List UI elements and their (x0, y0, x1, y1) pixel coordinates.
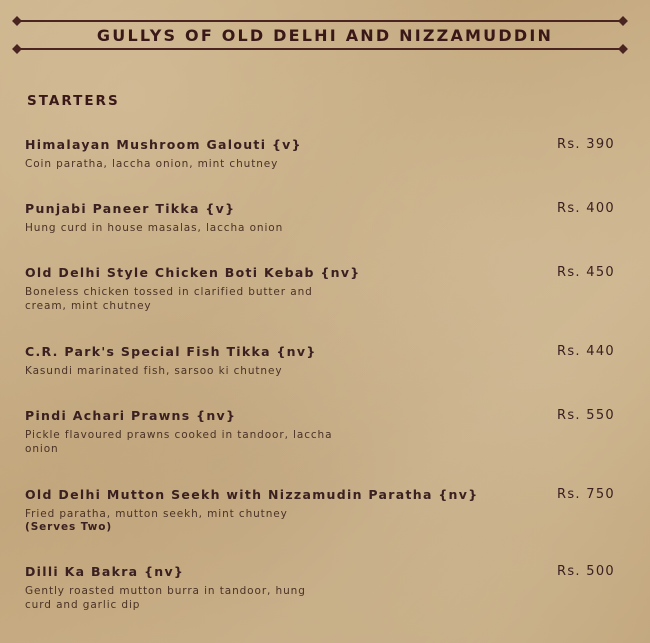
item-price: Rs. 500 (557, 564, 615, 579)
header-top-rule (18, 20, 622, 22)
item-name: Pindi Achari Prawns {nv} (25, 408, 237, 423)
item-name: Himalayan Mushroom Galouti {v} (25, 137, 302, 152)
item-price: Rs. 450 (557, 265, 615, 280)
menu-item (25, 487, 615, 533)
item-description: Kasundi marinated fish, sarsoo ki chutney (25, 365, 283, 377)
item-price: Rs. 400 (557, 201, 615, 216)
item-price: Rs. 550 (557, 408, 615, 423)
item-name: Punjabi Paneer Tikka {v} (25, 201, 236, 216)
section-title: STARTERS (27, 93, 120, 109)
menu-item (25, 137, 615, 171)
item-name: Dilli Ka Bakra {nv} (25, 564, 185, 579)
menu-item (25, 564, 615, 612)
item-name: Old Delhi Style Chicken Boti Kebab {nv} (25, 265, 361, 280)
header-bottom-rule (18, 48, 622, 50)
item-description: Gently roasted mutton burra in tandoor, hung curd and garlic dip (25, 585, 306, 611)
item-price: Rs. 390 (557, 137, 615, 152)
page-title: GULLYS OF OLD DELHI AND NIZZAMUDDIN (96, 26, 554, 45)
menu-item (25, 265, 615, 313)
item-description: Hung curd in house masalas, laccha onion (25, 222, 284, 234)
item-name: Old Delhi Mutton Seekh with Nizzamudin Paratha {nv} (25, 487, 479, 502)
menu-item (25, 408, 615, 456)
item-description: Boneless chicken tossed in clarified butter and cream, mint chutney (25, 286, 313, 312)
item-description: Coin paratha, laccha onion, mint chutney (25, 158, 279, 170)
menu-item (25, 201, 615, 235)
menu-item (25, 344, 615, 378)
item-description: Pickle flavoured prawns cooked in tandoor, laccha onion (25, 429, 333, 455)
item-description: Fried paratha, mutton seekh, mint chutney (25, 508, 288, 520)
item-name: C.R. Park's Special Fish Tikka {nv} (25, 344, 317, 359)
item-serving-note: (Serves Two) (25, 521, 113, 533)
item-price: Rs. 440 (557, 344, 615, 359)
item-price: Rs. 750 (557, 487, 615, 502)
